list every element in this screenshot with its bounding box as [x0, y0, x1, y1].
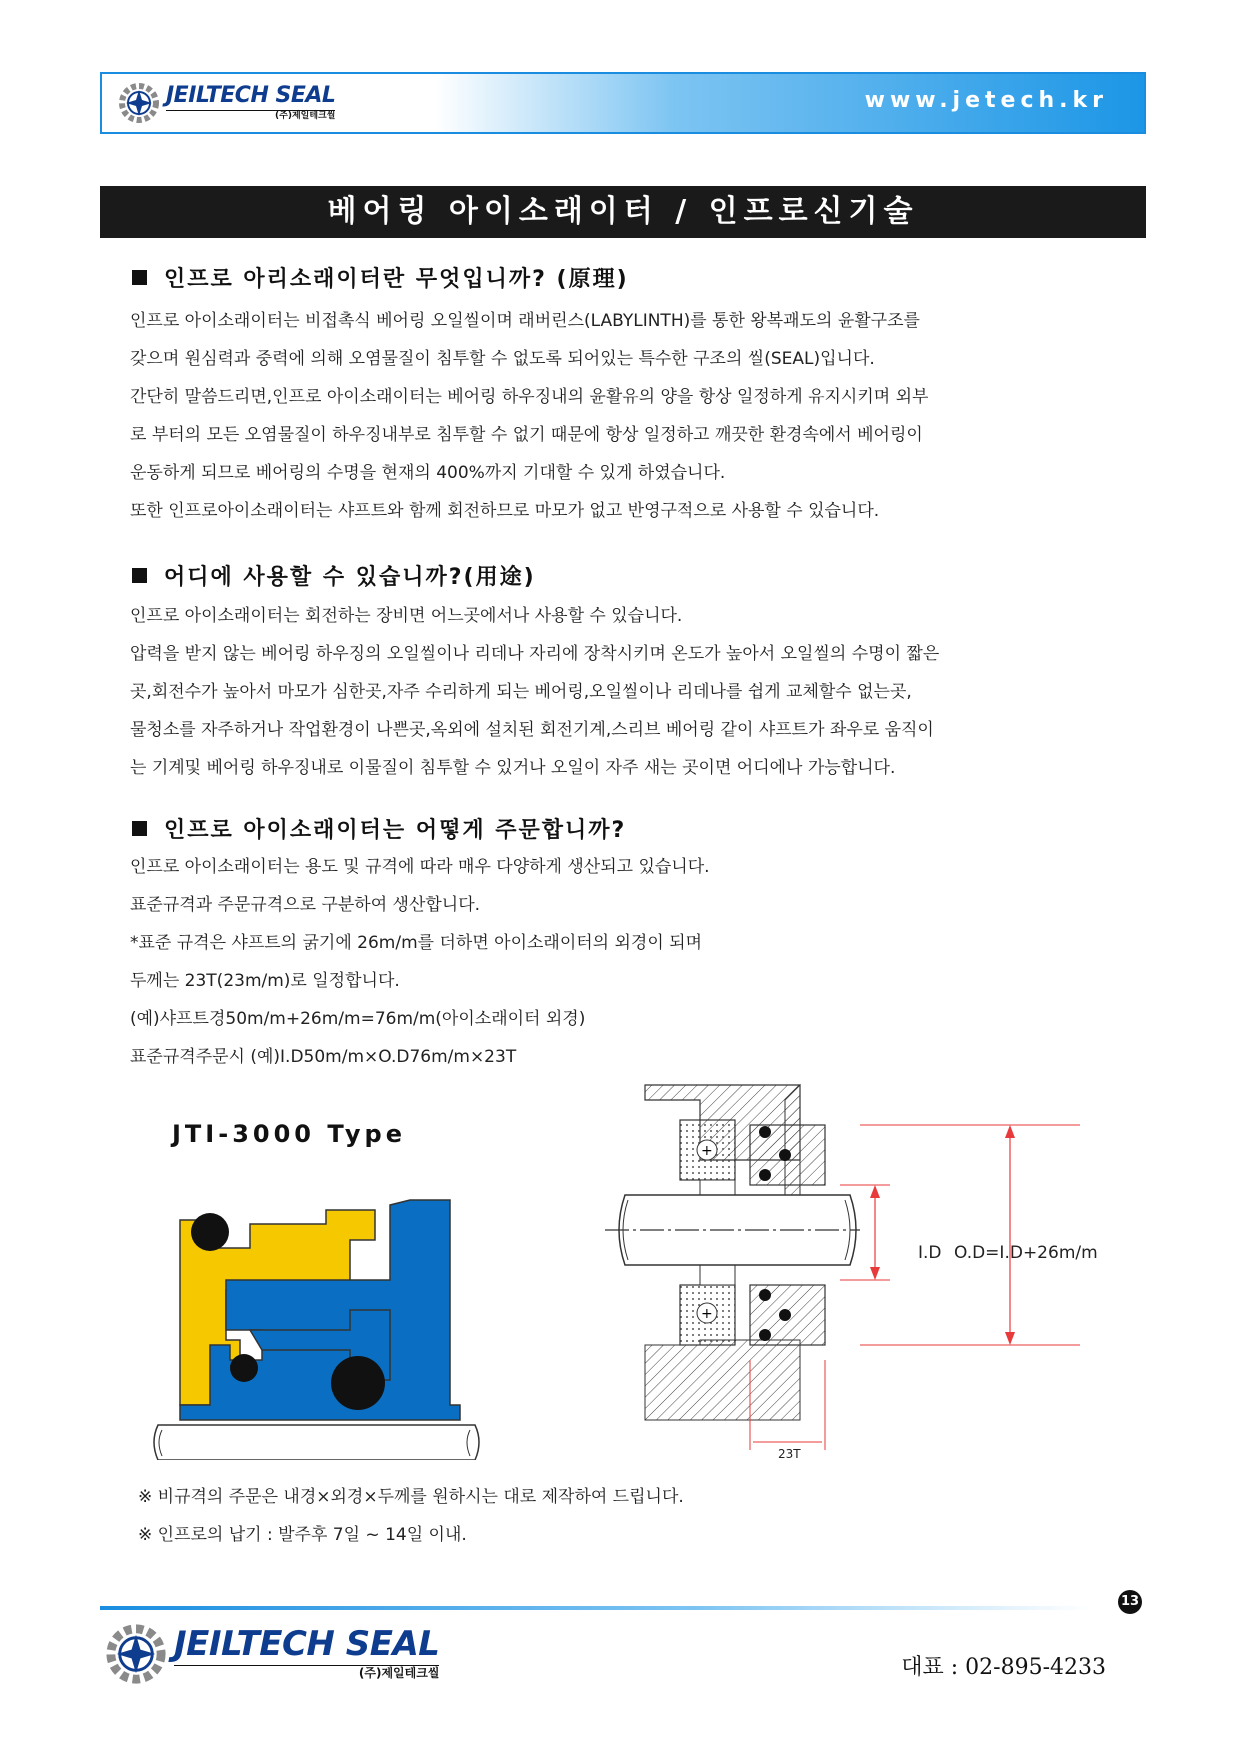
square-bullet-icon [132, 270, 147, 285]
note-line: ※ 비규격의 주문은 내경×외경×두께를 원하시는 대로 제작하여 드립니다. [138, 1487, 684, 1507]
installation-drawing [600, 1080, 1120, 1480]
body-line: *표준 규격은 샤프트의 굵기에 26m/m를 더하면 아이소래이터의 외경이 되며 [130, 933, 703, 953]
square-bullet-icon [132, 821, 147, 836]
phone-number[interactable]: 대표 : 02-895-4233 [901, 1655, 1106, 1680]
footer-company-subname: (주)제일테크씰 [174, 1665, 439, 1680]
body-line: 두께는 23T(23m/m)로 일정합니다. [130, 971, 400, 991]
body-line: 인프로 아이소래이터는 회전하는 장비면 어느곳에서나 사용할 수 있습니다. [130, 606, 683, 626]
note-line: ※ 인프로의 납기 : 발주후 7일 ~ 14일 이내. [138, 1525, 467, 1545]
body-line: 표준규격주문시 (예)I.D50m/m×O.D76m/m×23T [130, 1047, 517, 1067]
section-body-usage [130, 597, 1130, 787]
gear-logo-icon [102, 1620, 170, 1688]
section-body-ordering [130, 848, 1130, 1076]
body-line: 로 부터의 모든 오염물질이 하우징내부로 침투할 수 없기 때문에 항상 일정하고 깨끗한 환경속에서 베어링이 [130, 425, 923, 445]
product-type-label: JTI-3000 Type [172, 1120, 406, 1148]
body-line: 는 기계및 베어링 하우징내로 이물질이 침투할 수 있거나 오일이 자주 새는 곳이면 어디에나 가능합니다. [130, 758, 896, 778]
company-logo[interactable] [116, 80, 335, 126]
gear-logo-icon [116, 80, 162, 126]
body-line: 갖으며 원심력과 중력에 의해 오염물질이 침투할 수 없도록 되어있는 특수한 구조의 씰(SEAL)입니다. [130, 349, 875, 369]
section-body-principle [130, 302, 1130, 530]
body-line: 인프로 아이소래이터는 용도 및 규격에 따라 매우 다양하게 생산되고 있습니다. [130, 857, 710, 877]
section-heading-text: 인프로 아리소래이터란 무엇입니까? (原理) [164, 267, 629, 292]
body-line: 간단히 말씀드리면,인프로 아이소래이터는 베어링 하우징내의 윤활유의 양을 항상 일정하게 유지시키며 외부 [130, 387, 929, 407]
body-line: 인프로 아이소래이터는 비접촉식 베어링 오일씰이며 래버린스(LABYLINTH)를 통한 왕복괘도의 윤활구조를 [130, 311, 920, 331]
id-dimension-label: I.D [918, 1243, 942, 1263]
o-ring [230, 1354, 258, 1382]
page-number-badge: 13 [1118, 1590, 1142, 1614]
body-line: (예)샤프트경50m/m+26m/m=76m/m(아이소래이터 외경) [130, 1009, 586, 1029]
page-title: 베어링 아이소래이터 / 인프로신기술 [100, 186, 1146, 238]
body-line: 또한 인프로아이소래이터는 샤프트와 함께 회전하므로 마모가 없고 반영구적으로 사용할 수 있습니다. [130, 501, 880, 521]
body-line: 곳,회전수가 높아서 마모가 심한곳,자주 수리하게 되는 베어링,오일씰이나 리데나를 쉽게 교체할수 없는곳, [130, 682, 912, 702]
housing-lower [645, 1340, 800, 1420]
o-ring [331, 1356, 385, 1410]
company-name: JEILTECH SEAL [166, 82, 336, 108]
section-heading-usage [132, 560, 536, 591]
body-line: 표준규격과 주문규격으로 구분하여 생산합니다. [130, 895, 481, 915]
footer-divider [100, 1606, 1090, 1610]
seal-cross-section-diagram [150, 1180, 490, 1460]
footer-company-logo[interactable] [102, 1620, 439, 1688]
od-dimension-label: O.D=I.D+26m/m [954, 1243, 1098, 1263]
o-ring [191, 1213, 229, 1251]
company-subname: (주)제일테크씰 [166, 110, 335, 122]
body-line: 물청소를 자주하거나 작업환경이 나쁜곳,옥외에 설치된 회전기계,스리브 베어링 같이 샤프트가 좌우로 움직이 [130, 720, 934, 740]
body-line: 압력을 받지 않는 베어링 하우징의 오일씰이나 리데나 자리에 장착시키며 온도가 높아서 오일씰의 수명이 짧은 [130, 644, 940, 664]
shaft [154, 1425, 479, 1460]
section-heading-text: 인프로 아이소래이터는 어떻게 주문합니까? [164, 818, 627, 843]
section-heading-ordering [132, 813, 626, 844]
thickness-dimension-label: 23T [778, 1447, 801, 1461]
svg-text:+: + [701, 1306, 713, 1322]
order-notes [138, 1478, 684, 1554]
svg-text:+: + [701, 1143, 713, 1159]
body-line: 운동하게 되므로 베어링의 수명을 현재의 400%까지 기대할 수 있게 하였습니다. [130, 463, 726, 483]
square-bullet-icon [132, 568, 147, 583]
website-url[interactable]: www.jetech.kr [864, 88, 1108, 113]
footer-company-name: JEILTECH SEAL [174, 1624, 440, 1665]
header-bar [100, 72, 1146, 134]
section-heading-principle [132, 262, 629, 293]
section-heading-text: 어디에 사용할 수 있습니까?(用途) [164, 565, 536, 590]
